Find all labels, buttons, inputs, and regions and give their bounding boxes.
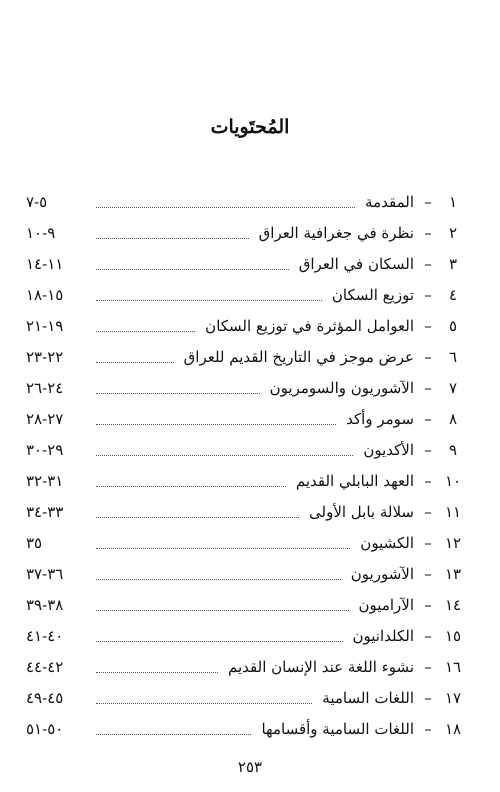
toc-entry-number: ٧ <box>448 378 458 397</box>
dot-leader <box>96 288 322 301</box>
toc-entry-number: ٤ <box>448 285 458 304</box>
toc-entry-dash: – <box>424 502 432 521</box>
toc-entry-number: ١٤ <box>444 595 462 614</box>
toc-entry-pages <box>26 224 88 242</box>
toc-entry-pages <box>26 627 88 645</box>
dot-leader <box>96 350 174 363</box>
toc-entry-dash: – <box>424 192 432 211</box>
toc-entry-dash: – <box>424 285 432 304</box>
toc-entry <box>26 527 464 558</box>
toc-entry-pages <box>26 379 88 397</box>
toc-entry-page-range: ٥٠-٥١ <box>26 719 64 738</box>
toc-entry-dash: – <box>424 564 432 583</box>
toc-entry-number: ٦ <box>448 347 458 366</box>
toc-entry-title: الكشيون <box>360 533 414 552</box>
toc-entry <box>26 620 464 651</box>
dot-leader <box>96 474 286 487</box>
dot-leader <box>96 505 299 518</box>
toc-entry <box>26 682 464 713</box>
toc-entry-page-range: ٣٥ <box>26 533 43 552</box>
toc-entry-pages <box>26 255 88 273</box>
toc-entry-number: ٢ <box>448 223 458 242</box>
toc-entry-page-range: ٢٤-٢٦ <box>26 378 64 397</box>
toc-entry-pages <box>26 317 88 335</box>
dot-leader <box>96 691 312 704</box>
toc-entry-dash: – <box>424 378 432 397</box>
toc-entry-number: ٥ <box>448 316 458 335</box>
toc-entry <box>26 651 464 682</box>
toc-entry-dash: – <box>424 471 432 490</box>
toc-entry <box>26 341 464 372</box>
page-number: ٢٥٣ <box>237 758 263 776</box>
toc-entry <box>26 403 464 434</box>
toc-entry-dash: – <box>424 409 432 428</box>
toc-entry-dash: – <box>424 316 432 335</box>
toc-entry <box>26 465 464 496</box>
dot-leader <box>96 443 353 456</box>
toc-entry-title: المقدمة <box>365 192 414 211</box>
toc-entry-dash: – <box>424 254 432 273</box>
dot-leader <box>96 722 251 735</box>
toc-entry-page-range: ٤٥-٤٩ <box>26 688 64 707</box>
toc-entry-pages <box>26 441 88 459</box>
toc-entry-dash: – <box>424 719 432 738</box>
toc-entry <box>26 310 464 341</box>
toc-entry-dash: – <box>424 223 432 242</box>
toc-entry <box>26 186 464 217</box>
toc-entry-page-range: ٤٢-٤٤ <box>26 657 64 676</box>
toc-entry-pages <box>26 286 88 304</box>
toc-entry-page-range: ١٩-٢١ <box>26 316 64 335</box>
toc-entry <box>26 217 464 248</box>
toc-entry <box>26 558 464 589</box>
toc-entry-title: الآراميون <box>358 595 414 614</box>
toc-entry-number: ١٠ <box>444 471 462 490</box>
toc-entry-pages <box>26 348 88 366</box>
toc-entry-dash: – <box>424 440 432 459</box>
dot-leader <box>96 319 195 332</box>
toc-entry-title: الكلدانيون <box>352 626 414 645</box>
dot-leader <box>96 195 355 208</box>
toc-entry-dash: – <box>424 595 432 614</box>
toc-entry-pages <box>26 689 88 707</box>
toc-entry-number: ١١ <box>444 502 462 521</box>
toc-entry <box>26 589 464 620</box>
toc-entry-title: الآشوريون والسومريون <box>269 378 414 397</box>
toc-entry-page-range: ٥-٧ <box>26 192 48 211</box>
toc-entry-page-range: ٣٦-٣٧ <box>26 564 64 583</box>
toc-entry-title: العوامل المؤثرة في توزيع السكان <box>205 316 414 335</box>
toc-entry-number: ١٥ <box>444 626 462 645</box>
toc-entry-number: ١٢ <box>444 533 462 552</box>
toc-entry-number: ١٦ <box>444 657 462 676</box>
table-of-contents <box>26 186 464 744</box>
toc-entry <box>26 248 464 279</box>
toc-entry-pages <box>26 193 88 211</box>
toc-entry <box>26 279 464 310</box>
toc-entry-page-range: ٤٠-٤١ <box>26 626 64 645</box>
toc-entry-pages <box>26 658 88 676</box>
toc-entry-number: ٨ <box>448 409 458 428</box>
toc-entry-pages <box>26 596 88 614</box>
toc-entry-number: ١٧ <box>444 688 462 707</box>
toc-entry-title: الأكديون <box>363 440 414 459</box>
toc-entry-page-range: ٣١-٣٢ <box>26 471 64 490</box>
toc-entry-title: اللغات السامية وأقسامها <box>261 719 414 738</box>
dot-leader <box>96 567 341 580</box>
dot-leader <box>96 660 218 673</box>
toc-entry-dash: – <box>424 533 432 552</box>
toc-entry-title: سلالة بابل الأولى <box>309 502 414 521</box>
toc-entry-number: ٣ <box>448 254 458 273</box>
toc-entry-title: سومر وأكد <box>346 409 414 428</box>
toc-entry-page-range: ١٥-١٨ <box>26 285 64 304</box>
toc-entry <box>26 434 464 465</box>
toc-entry-number: ٩ <box>448 440 458 459</box>
toc-entry-page-range: ١١-١٤ <box>26 254 64 273</box>
toc-entry-title: العهد البابلي القديم <box>295 471 414 490</box>
dot-leader <box>96 226 249 239</box>
toc-entry-page-range: ٢٢-٢٣ <box>26 347 64 366</box>
toc-entry-pages <box>26 565 88 583</box>
dot-leader <box>96 381 260 394</box>
dot-leader <box>96 536 350 549</box>
toc-entry-pages <box>26 503 88 521</box>
toc-entry-page-range: ٢٧-٢٨ <box>26 409 64 428</box>
toc-entry-title: اللغات السامية <box>322 688 414 707</box>
dot-leader <box>96 412 336 425</box>
toc-entry-pages <box>26 534 88 552</box>
toc-entry-dash: – <box>424 688 432 707</box>
dot-leader <box>96 598 349 611</box>
toc-entry-dash: – <box>424 626 432 645</box>
toc-entry-page-range: ٣٣-٣٤ <box>26 502 64 521</box>
toc-entry-number: ١ <box>448 192 458 211</box>
toc-entry-title: نظرة في جغرافية العراق <box>258 223 414 242</box>
toc-entry-dash: – <box>424 347 432 366</box>
toc-entry-title: عرض موجز في التاريخ القديم للعراق <box>183 347 414 366</box>
toc-entry-page-range: ٢٩-٣٠ <box>26 440 64 459</box>
toc-entry-pages <box>26 410 88 428</box>
toc-entry-dash: – <box>424 657 432 676</box>
toc-entry-title: نشوء اللغة عند الإنسان القديم <box>228 657 414 676</box>
toc-entry <box>26 713 464 744</box>
toc-entry-title: السكان في العراق <box>298 254 414 273</box>
toc-entry-title: توزيع السكان <box>331 285 414 304</box>
toc-entry-pages <box>26 472 88 490</box>
toc-entry <box>26 372 464 403</box>
toc-entry <box>26 496 464 527</box>
page-title: المُحتَويات <box>210 116 290 138</box>
dot-leader <box>96 629 343 642</box>
toc-entry-number: ١٨ <box>444 719 462 738</box>
dot-leader <box>96 257 289 270</box>
toc-entry-page-range: ٣٨-٣٩ <box>26 595 64 614</box>
toc-entry-pages <box>26 720 88 738</box>
toc-entry-number: ١٣ <box>444 564 462 583</box>
toc-entry-title: الآشوريون <box>350 564 414 583</box>
toc-entry-page-range: ٩-١٠ <box>26 223 56 242</box>
